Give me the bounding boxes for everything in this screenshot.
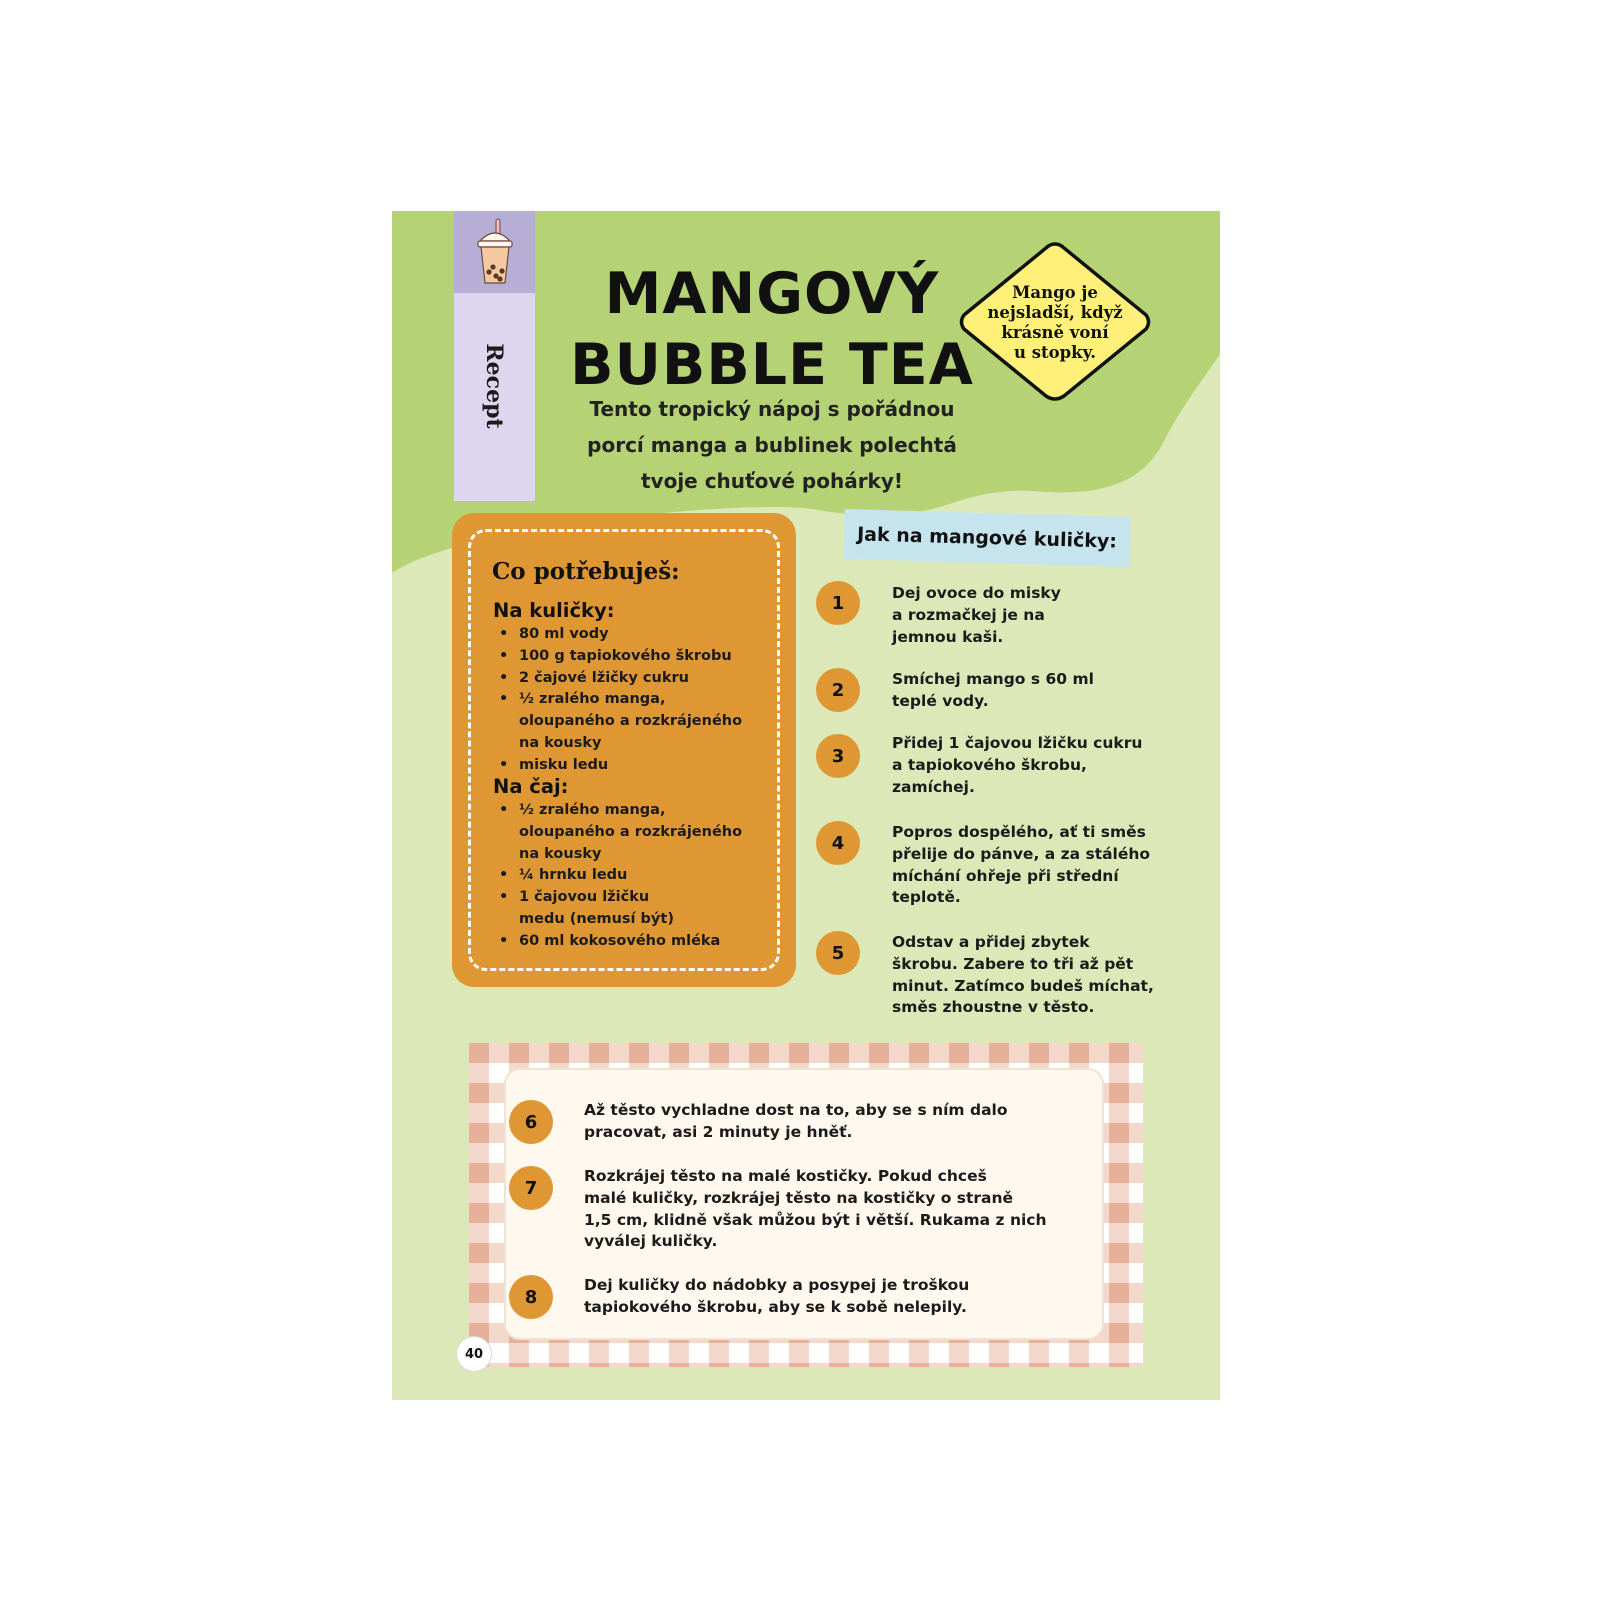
tip-line: krásně voní (1001, 323, 1109, 342)
tab-icon-area (454, 211, 535, 293)
step-number: 1 (816, 581, 860, 625)
step-line: pracovat, asi 2 minuty je hněť. (584, 1122, 853, 1141)
step-line: teplé vody. (892, 691, 989, 710)
step-line: přelije do pánve, a za stálého (892, 844, 1151, 863)
step-line: míchání ohřeje při střední (892, 866, 1119, 885)
step-number: 5 (816, 931, 860, 975)
step-line: směs zhoustne v těsto. (892, 998, 1095, 1017)
tip-line: u stopky. (1013, 343, 1097, 362)
step-line: vyválej kuličky. (584, 1232, 718, 1251)
ingredient-group-heading: Na čaj: (493, 775, 569, 798)
step-line: Rozkrájej těsto na malé kostičky. Pokud chceš (584, 1167, 987, 1185)
step-line: malé kuličky, rozkrájej těsto na kostičky o straně (584, 1188, 1014, 1207)
step-text (584, 1100, 1008, 1144)
step-line: minut. Zatímco budeš míchat, (892, 976, 1154, 995)
step-text (584, 1166, 1047, 1253)
step-number: 8 (509, 1275, 553, 1319)
step-line: zamíchej. (892, 777, 975, 796)
step-line: jemnou kaši. (892, 627, 1004, 646)
step-line: škrobu. Zabere to tři až pět (892, 954, 1134, 973)
intro-line: Tento tropický nápoj s pořádnou (589, 397, 955, 421)
ingredient-item: • 2 čajové lžičky cukru (497, 668, 787, 690)
step-text (892, 669, 1094, 713)
ingredients-title: Co potřebuješ: (492, 558, 680, 585)
ingredient-list (497, 624, 787, 777)
step-line: Až těsto vychladne dost na to, aby se s ním dalo (584, 1101, 1008, 1119)
step-number: 7 (509, 1166, 553, 1210)
step-line: Dej kuličky do nádobky a posypej je troškou (584, 1276, 970, 1294)
step-number: 4 (816, 821, 860, 865)
ingredient-group-heading: Na kuličky: (493, 599, 615, 622)
page-title (562, 259, 982, 401)
step-line: a rozmačkej je na (892, 605, 1045, 624)
ingredient-item: • ½ zralého manga, oloupaného a rozkrájeného na kousky (497, 689, 759, 754)
step-line: Smíchej mango s 60 ml (892, 670, 1094, 688)
recipe-page (392, 211, 1220, 1400)
step-text (892, 932, 1154, 1019)
ingredient-item: • 100 g tapiokového škrobu (497, 646, 787, 668)
step-text (892, 583, 1061, 648)
step-text (892, 733, 1142, 798)
tip-line: nejsladší, když (987, 303, 1123, 322)
ingredient-item: • misku ledu (497, 755, 787, 777)
intro-line: porcí manga a bublinek polechtá (587, 433, 957, 457)
intro-line: tvoje chuťové pohárky! (640, 469, 904, 493)
ingredient-item: • ¼ hrnku ledu (497, 865, 787, 887)
step-line: 1,5 cm, klidně však můžou být i větší. Rukama z nich (584, 1210, 1047, 1229)
step-line: Dej ovoce do misky (892, 584, 1061, 602)
section-label: Recept (481, 343, 507, 429)
ingredient-item: • 1 čajovou lžičku medu (nemusí být) (497, 887, 697, 931)
page-number: 40 (456, 1336, 492, 1372)
step-number: 6 (509, 1100, 553, 1144)
steps-title: Jak na mangové kuličky: (843, 509, 1130, 567)
step-line: Přidej 1 čajovou lžičku cukru (892, 734, 1143, 752)
bubble-tea-cup-icon (474, 217, 516, 287)
step-text (892, 822, 1150, 909)
step-number: 3 (816, 734, 860, 778)
step-line: Popros dospělého, ať ti směs (892, 823, 1146, 841)
step-number: 2 (816, 668, 860, 712)
tip-line: Mango je (1012, 283, 1098, 302)
intro-text (562, 391, 982, 499)
step-text (584, 1275, 969, 1319)
step-line: tapiokového škrobu, aby se k sobě nelepily. (584, 1297, 967, 1316)
title-line: MANGOVÝ (604, 261, 940, 327)
title-line: BUBBLE TEA (570, 332, 974, 398)
ingredient-item: • 60 ml kokosového mléka (497, 931, 787, 953)
step-line: Odstav a přidej zbytek (892, 933, 1090, 951)
section-tab (454, 211, 535, 501)
ingredient-item: • ½ zralého manga, oloupaného a rozkrájeného na kousky (497, 800, 759, 865)
step-line: teplotě. (892, 888, 961, 907)
step-line: a tapiokového škrobu, (892, 755, 1087, 774)
tip-text (978, 283, 1132, 363)
ingredient-item: • 80 ml vody (497, 624, 787, 646)
ingredient-list (497, 800, 787, 953)
